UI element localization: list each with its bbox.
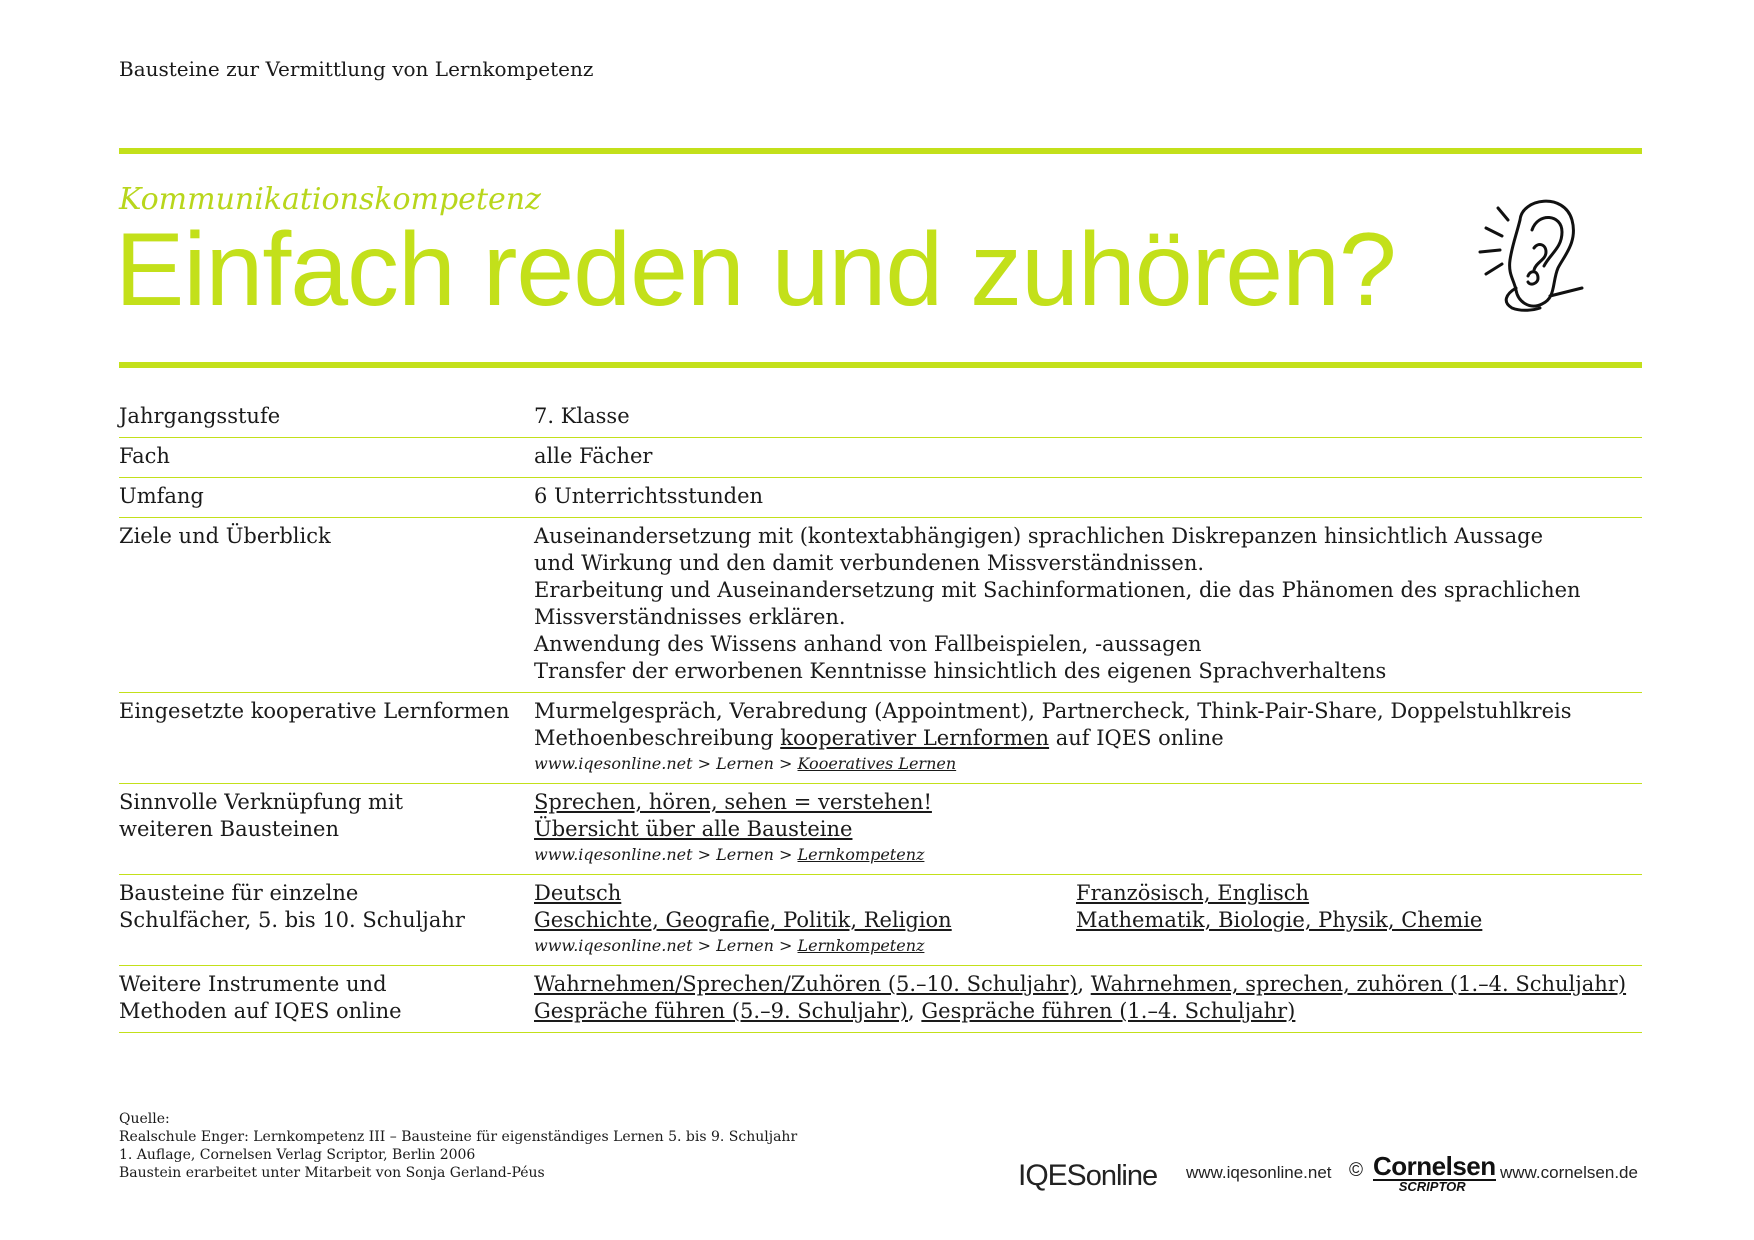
iqes-logo-main: IQES: [1018, 1159, 1086, 1192]
row-value-weitere: [534, 971, 1642, 1025]
cornelsen-logo-main: Cornelsen: [1373, 1151, 1496, 1181]
link-geschichte-geografie[interactable]: Geschichte, Geografie, Politik, Religion: [534, 908, 952, 932]
link-franzoesisch-englisch[interactable]: Französisch, Englisch: [1076, 881, 1310, 905]
source-note: [119, 1110, 797, 1182]
iqes-logo-online: online: [1085, 1160, 1158, 1192]
breadcrumb: [534, 752, 1642, 776]
link-wahrnehmen-5-10[interactable]: Wahrnehmen/Sprechen/Zuhören (5.–10. Schuljahr): [534, 972, 1078, 996]
separator: ,: [1077, 972, 1091, 996]
row-label-weitere: [119, 971, 534, 1025]
link-uebersicht-bausteine[interactable]: Übersicht über alle Bausteine: [534, 817, 853, 841]
description-prefix: Methoenbeschreibung: [534, 726, 781, 750]
info-table: [119, 398, 1642, 1033]
link-gespraeche-5-9[interactable]: Gespräche führen (5.–9. Schuljahr): [534, 999, 909, 1023]
table-row: [119, 784, 1642, 875]
ziele-line: Auseinandersetzung mit (kontextabhängigen) sprachlichen Diskrepanzen hinsichtlich Aussage: [534, 524, 1544, 548]
link-sprechen-hoeren-sehen[interactable]: Sprechen, hören, sehen = verstehen!: [534, 790, 932, 814]
kooperativ-description: [534, 725, 1642, 752]
label-line: weiteren Bausteinen: [119, 817, 339, 841]
breadcrumb-prefix: www.iqesonline.net > Lernen >: [534, 936, 798, 955]
label-line: Methoden auf IQES online: [119, 999, 402, 1023]
row-label-ziele: Ziele und Überblick: [119, 524, 331, 548]
title-divider: [119, 362, 1642, 368]
source-line: Quelle:: [119, 1111, 170, 1127]
table-row: [119, 478, 1642, 518]
link-mathematik-biologie[interactable]: Mathematik, Biologie, Physik, Chemie: [1076, 908, 1483, 932]
table-row: [119, 398, 1642, 438]
source-line: Baustein erarbeitet unter Mitarbeit von Sonja Gerland-Péus: [119, 1165, 545, 1181]
link-lernkompetenz[interactable]: Lernkompetenz: [797, 845, 925, 864]
row-label-fach: Fach: [119, 444, 170, 468]
header-label: Bausteine zur Vermittlung von Lernkompetenz: [119, 57, 594, 81]
separator: ,: [908, 999, 922, 1023]
label-line: Weitere Instrumente und: [119, 972, 387, 996]
row-label-umfang: Umfang: [119, 484, 204, 508]
copyright-symbol: ©: [1349, 1160, 1363, 1181]
table-row: [119, 438, 1642, 478]
link-deutsch[interactable]: Deutsch: [534, 881, 622, 905]
row-value-jahrgang: 7. Klasse: [534, 404, 630, 428]
row-value-kooperativ: [534, 698, 1642, 776]
row-value-fach: alle Fächer: [534, 444, 653, 468]
ziele-line: Missverständnisses erklären.: [534, 605, 846, 629]
link-gespraeche-1-4[interactable]: Gespräche führen (1.–4. Schuljahr): [921, 999, 1296, 1023]
page-title: Einfach reden und zuhören?: [115, 212, 1396, 328]
ziele-line: und Wirkung und den damit verbundenen Missverständnissen.: [534, 551, 1205, 575]
description-suffix: auf IQES online: [1049, 726, 1224, 750]
table-row: [119, 518, 1642, 693]
label-line: Sinnvolle Verknüpfung mit: [119, 790, 404, 814]
row-label-jahrgang: Jahrgangsstufe: [119, 404, 281, 428]
ear-icon: [1472, 190, 1592, 320]
top-divider: [119, 148, 1642, 154]
breadcrumb: [534, 843, 1642, 867]
ziele-line: Anwendung des Wissens anhand von Fallbeispielen, -aussagen: [534, 632, 1202, 656]
row-label-faecher: [119, 880, 534, 958]
link-kooperatives-lernen[interactable]: Kooeratives Lernen: [797, 754, 957, 773]
section-subtitle: Kommunikationskompetenz: [119, 182, 541, 217]
table-row: [119, 875, 1642, 966]
cornelsen-url[interactable]: www.cornelsen.de: [1500, 1163, 1638, 1182]
label-line: Bausteine für einzelne: [119, 881, 359, 905]
row-value-verknuepfung: [534, 789, 1642, 867]
cornelsen-logo-sub: SCRIPTOR: [1398, 1179, 1466, 1194]
source-line: 1. Auflage, Cornelsen Verlag Scriptor, Berlin 2006: [119, 1147, 476, 1163]
row-value-umfang: 6 Unterrichtsstunden: [534, 484, 764, 508]
subject-links: [534, 880, 1642, 934]
breadcrumb-prefix: www.iqesonline.net > Lernen >: [534, 754, 798, 773]
link-kooperative-lernformen[interactable]: kooperativer Lernformen: [780, 726, 1050, 750]
row-label-kooperativ: Eingesetzte kooperative Lernformen: [119, 699, 510, 723]
link-wahrnehmen-1-4[interactable]: Wahrnehmen, sprechen, zuhören (1.–4. Schuljahr): [1090, 972, 1627, 996]
row-value-ziele: [534, 523, 1642, 685]
link-lernkompetenz[interactable]: Lernkompetenz: [797, 936, 925, 955]
iqes-url[interactable]: www.iqesonline.net: [1186, 1163, 1332, 1182]
iqes-logo: [1018, 1159, 1157, 1193]
row-value-faecher: [534, 880, 1642, 958]
cornelsen-logo: [1373, 1153, 1496, 1194]
row-label-verknuepfung: [119, 789, 534, 867]
ziele-line: Erarbeitung und Auseinandersetzung mit Sachinformationen, die das Phänomen des sprachlichen: [534, 578, 1581, 602]
breadcrumb-prefix: www.iqesonline.net > Lernen >: [534, 845, 798, 864]
table-row: [119, 966, 1642, 1033]
kooperativ-methods: Murmelgespräch, Verabredung (Appointment), Partnercheck, Think-Pair-Share, Doppelstuhlkreis: [534, 699, 1572, 723]
breadcrumb: [534, 934, 1642, 958]
label-line: Schulfächer, 5. bis 10. Schuljahr: [119, 908, 465, 932]
ziele-line: Transfer der erworbenen Kenntnisse hinsichtlich des eigenen Sprachverhaltens: [534, 659, 1387, 683]
table-row: [119, 693, 1642, 784]
source-line: Realschule Enger: Lernkompetenz III – Bausteine für eigenständiges Lernen 5. bis 9. Schuljahr: [119, 1129, 798, 1145]
